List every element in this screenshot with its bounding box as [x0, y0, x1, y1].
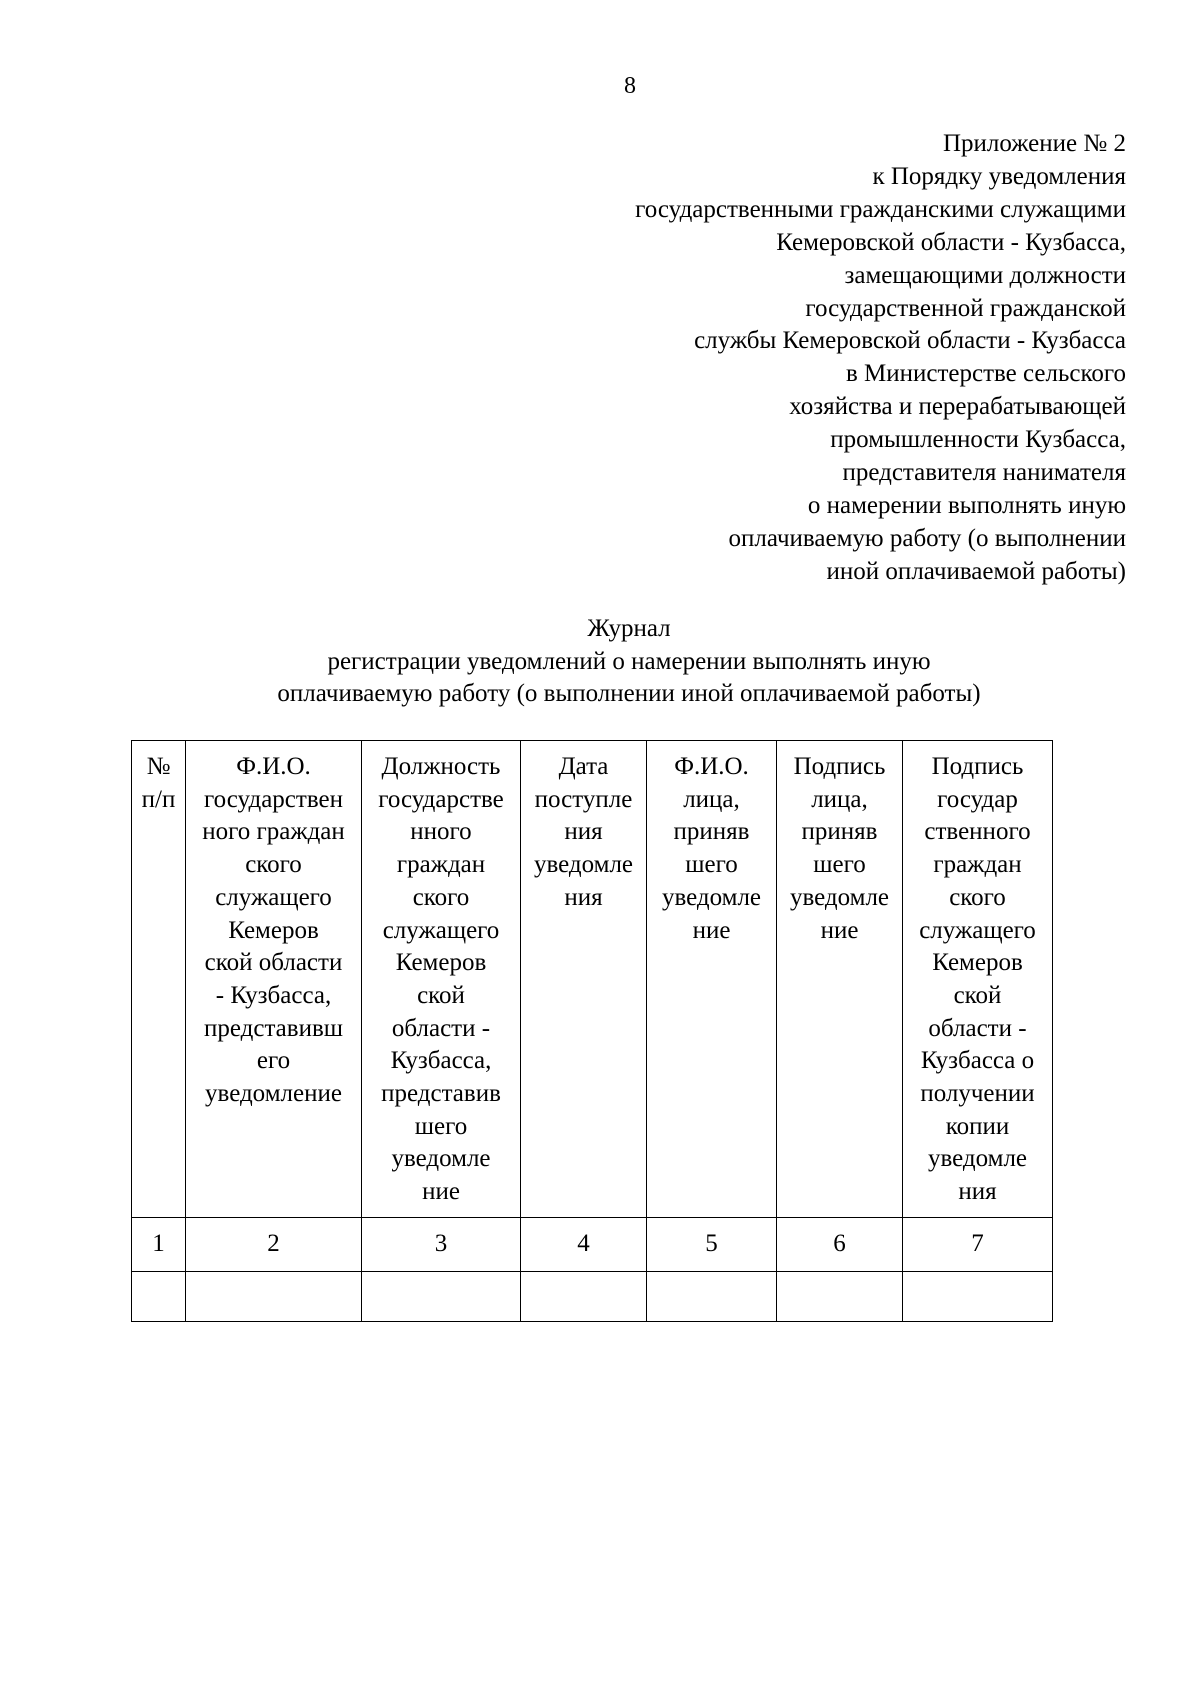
column-header-employee-name: Ф.И.О. государствен ного граждан ского служащего Кемеров ской области - Кузбасса, представивш его уведомление — [186, 741, 362, 1218]
appendix-line: хозяйства и перерабатывающей — [789, 393, 1126, 421]
column-number: 1 — [132, 1218, 186, 1272]
column-header-receiver-name: Ф.И.О. лица, приняв шего уведомле ние — [647, 741, 777, 1218]
table-row — [132, 1272, 1053, 1322]
column-number: 5 — [647, 1218, 777, 1272]
journal-subtitle-line: оплачиваемую работу (о выполнении иной оплачиваемой работы) — [277, 680, 981, 707]
column-number: 7 — [903, 1218, 1053, 1272]
appendix-line: промышленности Кузбасса, — [830, 426, 1126, 454]
column-header-position: Должность государстве нного граждан ского служащего Кемеров ской области - Кузбасса, представив шего уведомле ние — [362, 741, 521, 1218]
table-cell — [521, 1272, 647, 1322]
table-header-row — [132, 741, 1053, 1218]
appendix-header — [635, 128, 1126, 589]
appendix-line: службы Кемеровской области - Кузбасса — [694, 327, 1126, 355]
column-number: 2 — [186, 1218, 362, 1272]
page-number: 8 — [624, 73, 636, 99]
appendix-line: Кемеровской области - Кузбасса, — [776, 228, 1126, 256]
appendix-line: замещающими должности — [844, 261, 1126, 289]
appendix-line: представителя нанимателя — [842, 459, 1126, 487]
column-number: 3 — [362, 1218, 521, 1272]
table-cell — [777, 1272, 903, 1322]
table-cell — [362, 1272, 521, 1322]
column-header-employee-signature: Подпись государ ственного граждан ского служащего Кемеров ской области - Кузбасса о получении копии уведомле ния — [903, 741, 1053, 1218]
column-header-receipt-date: Дата поступле ния уведомле ния — [521, 741, 647, 1218]
journal-title: Журнал — [587, 615, 671, 642]
table-cell — [903, 1272, 1053, 1322]
column-header-number: № п/п — [132, 741, 186, 1218]
journal-title-block — [0, 613, 1200, 711]
column-header-receiver-signature: Подпись лица, приняв шего уведомле ние — [777, 741, 903, 1218]
journal-subtitle-line: регистрации уведомлений о намерении выполнять иную — [327, 647, 931, 675]
appendix-line: государственной гражданской — [805, 294, 1126, 322]
appendix-line: к Порядку уведомления — [872, 162, 1126, 190]
column-number: 6 — [777, 1218, 903, 1272]
appendix-line: в Министерстве сельского — [845, 360, 1126, 388]
registration-table — [131, 740, 1053, 1322]
table-cell — [647, 1272, 777, 1322]
appendix-line: государственными гражданскими служащими — [635, 195, 1126, 223]
appendix-line: о намерении выполнять иную — [807, 491, 1126, 519]
appendix-line: Приложение № 2 — [942, 130, 1126, 157]
appendix-line: оплачиваемую работу (о выполнении — [728, 524, 1126, 552]
table-cell — [186, 1272, 362, 1322]
column-number: 4 — [521, 1218, 647, 1272]
table-cell — [132, 1272, 186, 1322]
column-number-row — [132, 1218, 1053, 1272]
appendix-line: иной оплачиваемой работы) — [826, 557, 1126, 585]
